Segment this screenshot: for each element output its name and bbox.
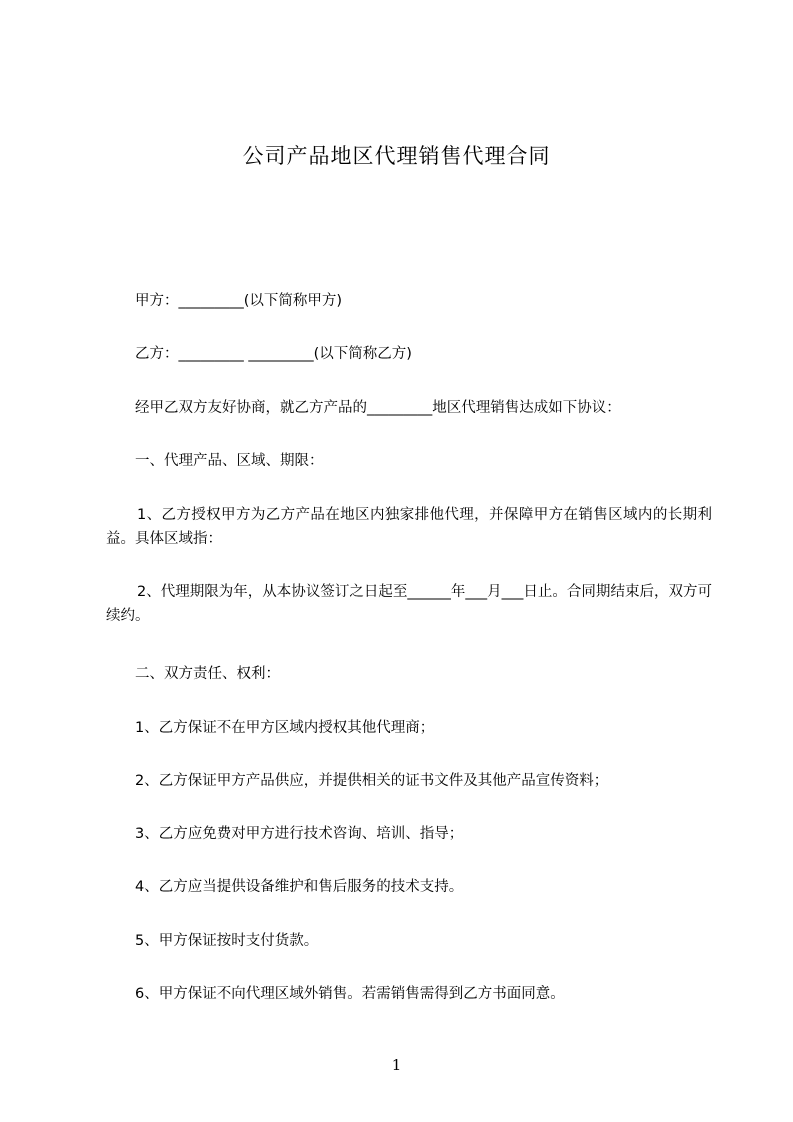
- contract-title: 公司产品地区代理销售代理合同: [242, 144, 551, 168]
- section-2-item-5: 5、甲方保证按时支付货款。: [135, 933, 319, 949]
- party-b-line: 乙方：_________ _________(以下简称乙方): [135, 346, 412, 362]
- section-2-heading: 二、双方责任、权利：: [135, 666, 280, 682]
- section-1-item-1: 1、乙方授权甲方为乙方产品在地区内独家排他代理，并保障甲方在销售区域内的长期利益。具体区域指：: [106, 507, 712, 547]
- section-1-item-2: 2、代理期限为年，从本协议签订之日起至______年___月___日止。合同期结束后，双方可续约。: [106, 584, 712, 624]
- preamble-paragraph: 经甲乙双方友好协商，就乙方产品的_________地区代理销售达成如下协议：: [135, 400, 621, 416]
- section-2-item-4: 4、乙方应当提供设备维护和售后服务的技术支持。: [135, 879, 464, 895]
- section-2-item-1: 1、乙方保证不在甲方区域内授权其他代理商；: [135, 720, 435, 736]
- section-1-heading: 一、代理产品、区域、期限：: [135, 453, 324, 469]
- party-a-line: 甲方：_________(以下简称甲方): [135, 293, 343, 309]
- section-2-item-2: 2、乙方保证甲方产品供应，并提供相关的证书文件及其他产品宣传资料；: [135, 773, 609, 789]
- page-number: 1: [391, 1056, 402, 1074]
- section-2-item-3: 3、乙方应免费对甲方进行技术咨询、培训、指导；: [135, 826, 464, 842]
- section-2-item-6: 6、甲方保证不向代理区域外销售。若需销售需得到乙方书面同意。: [135, 986, 565, 1002]
